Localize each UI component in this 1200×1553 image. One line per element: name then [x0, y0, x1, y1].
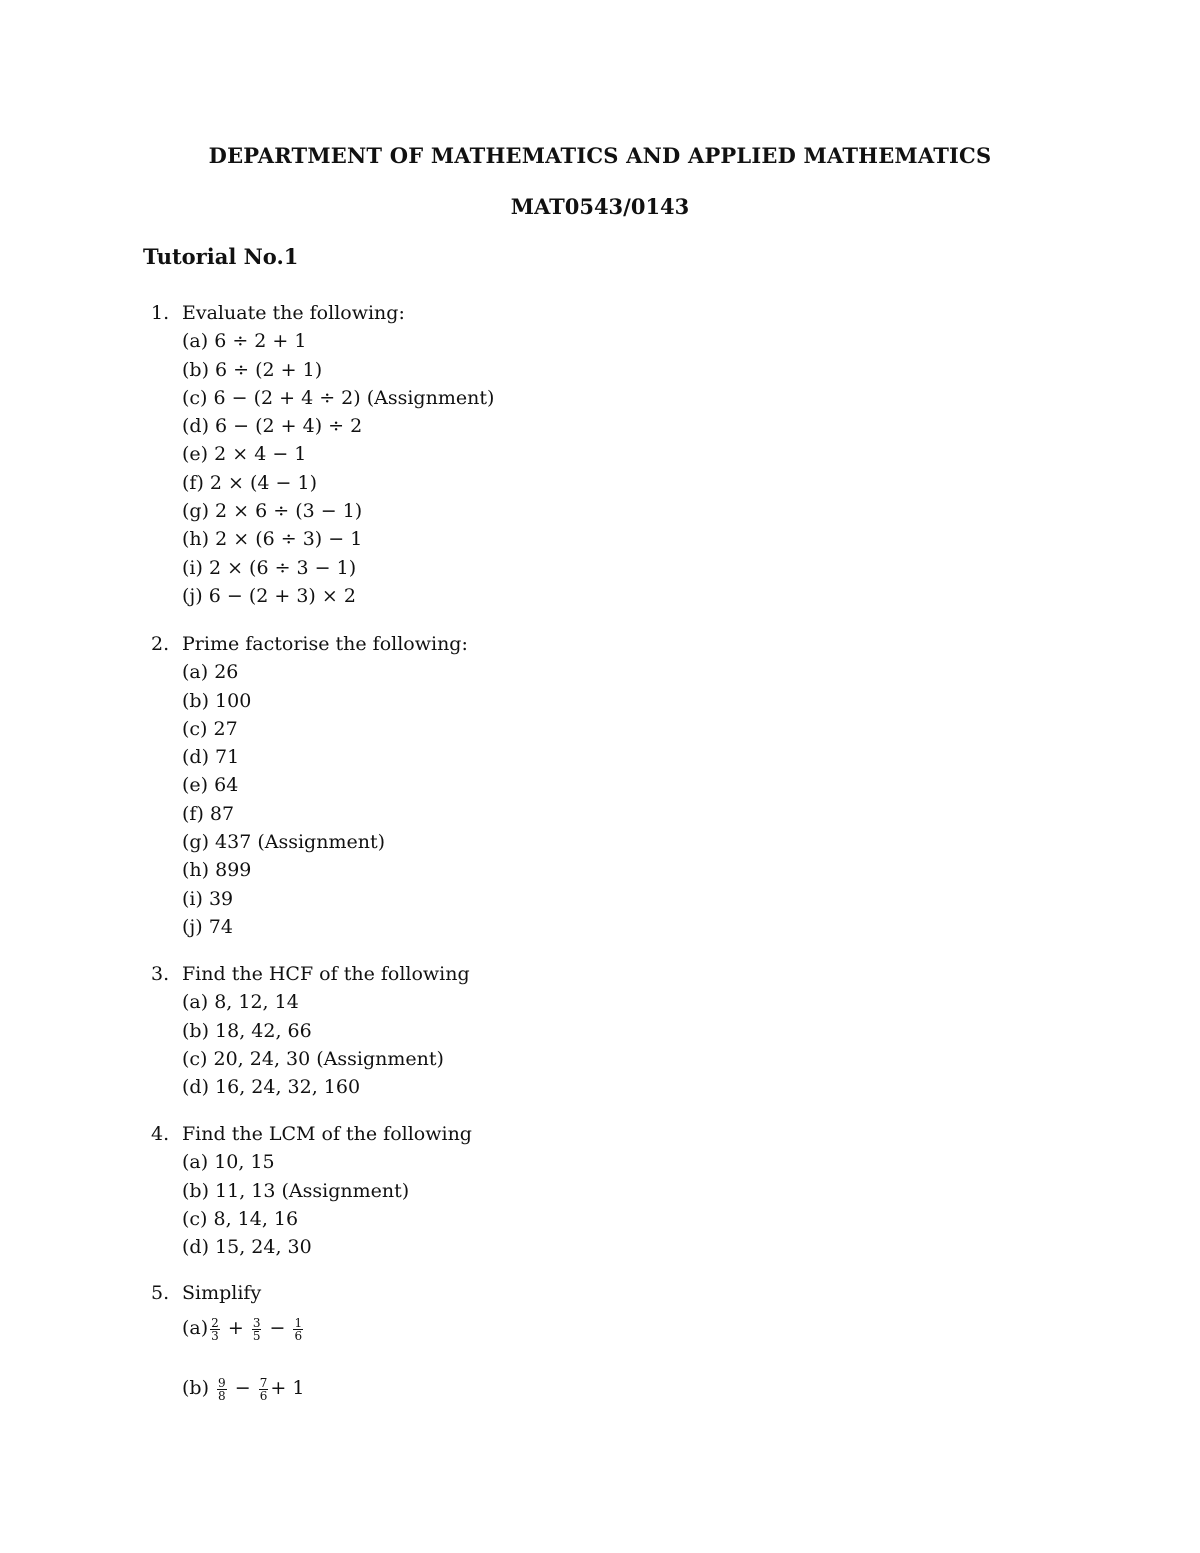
question-prompt: Find the HCF of the following: [182, 963, 470, 985]
list-item: (b) 18, 42, 66: [182, 1019, 312, 1042]
list-item: (i) 2 × (6 ÷ 3 − 1): [182, 556, 357, 579]
denominator: 6: [294, 1328, 303, 1343]
denominator: 6: [259, 1388, 268, 1403]
fraction: [252, 1317, 262, 1342]
question-prompt: Find the LCM of the following: [182, 1123, 472, 1145]
list-item: (c) 8, 14, 16: [182, 1207, 299, 1230]
list-item: (c) 27: [182, 717, 238, 740]
list-item: (j) 6 − (2 + 3) × 2: [182, 584, 356, 607]
list-item: (f) 87: [182, 802, 235, 825]
numerator: 2: [211, 1315, 219, 1330]
list-item: (b) 11, 13 (Assignment): [182, 1179, 410, 1202]
numerator: 9: [218, 1375, 226, 1390]
numerator: 1: [294, 1315, 303, 1330]
list-item: (c) 6 − (2 + 4 ÷ 2) (Assignment): [182, 386, 495, 409]
question-3: [151, 960, 470, 1101]
list-item: (g) 2 × 6 ÷ (3 − 1): [182, 500, 363, 523]
fraction: [210, 1317, 220, 1342]
question-number: 1.: [151, 302, 170, 324]
question-prompt: Evaluate the following:: [182, 302, 405, 324]
numerator: 7: [259, 1375, 268, 1390]
question-number: 5.: [151, 1282, 170, 1304]
numerator: 3: [252, 1315, 261, 1330]
list-item: (i) 39: [182, 887, 234, 910]
list-item: (b) 100: [182, 689, 252, 712]
question-2: [151, 630, 468, 941]
operator: +: [270, 1377, 287, 1400]
fraction: [217, 1377, 227, 1402]
operator: −: [234, 1377, 251, 1400]
question-number: 3.: [151, 963, 170, 985]
department-heading: DEPARTMENT OF MATHEMATICS AND APPLIED MATHEMATICS: [208, 143, 992, 168]
denominator: 8: [218, 1388, 226, 1403]
question-1: [151, 299, 494, 610]
list-item: (d) 15, 24, 30: [182, 1236, 312, 1259]
list-item: (b) 6 ÷ (2 + 1): [182, 358, 323, 381]
list-item: (h) 899: [182, 859, 252, 882]
operator: +: [227, 1317, 244, 1340]
item-label: (a): [182, 1317, 209, 1340]
list-item: (d) 71: [182, 746, 240, 769]
list-item: (d) 16, 24, 32, 160: [182, 1076, 361, 1099]
list-item: (j) 74: [182, 915, 233, 938]
simplify-item-b: [182, 1361, 305, 1415]
list-item: (g) 437 (Assignment): [182, 831, 385, 854]
list-item: (e) 2 × 4 − 1: [182, 443, 307, 466]
question-prompt: Simplify: [182, 1282, 262, 1304]
question-prompt: Prime factorise the following:: [182, 633, 468, 655]
tutorial-title: Tutorial No.1: [143, 244, 299, 269]
list-item: (a) 26: [182, 661, 239, 684]
fraction: [259, 1377, 269, 1402]
item-label: (b): [182, 1377, 209, 1400]
denominator: 5: [252, 1328, 261, 1343]
question-4: [151, 1120, 472, 1261]
question-number: 2.: [151, 633, 170, 655]
simplify-item-a: [182, 1307, 305, 1349]
constant-term: 1: [292, 1377, 305, 1400]
list-item: (f) 2 × (4 − 1): [182, 471, 317, 494]
question-number: 4.: [151, 1123, 170, 1145]
list-item: (e) 64: [182, 774, 239, 797]
list-item: (a) 8, 12, 14: [182, 991, 299, 1014]
list-item: (c) 20, 24, 30 (Assignment): [182, 1047, 444, 1070]
list-item: (a) 10, 15: [182, 1151, 275, 1174]
operator: −: [269, 1317, 286, 1340]
question-5: [151, 1279, 305, 1415]
denominator: 3: [211, 1328, 219, 1343]
list-item: (a) 6 ÷ 2 + 1: [182, 330, 307, 353]
list-item: (h) 2 × (6 ÷ 3) − 1: [182, 528, 363, 551]
list-item: (d) 6 − (2 + 4) ÷ 2: [182, 415, 363, 438]
course-code: MAT0543/0143: [510, 194, 690, 219]
fraction: [293, 1317, 303, 1342]
